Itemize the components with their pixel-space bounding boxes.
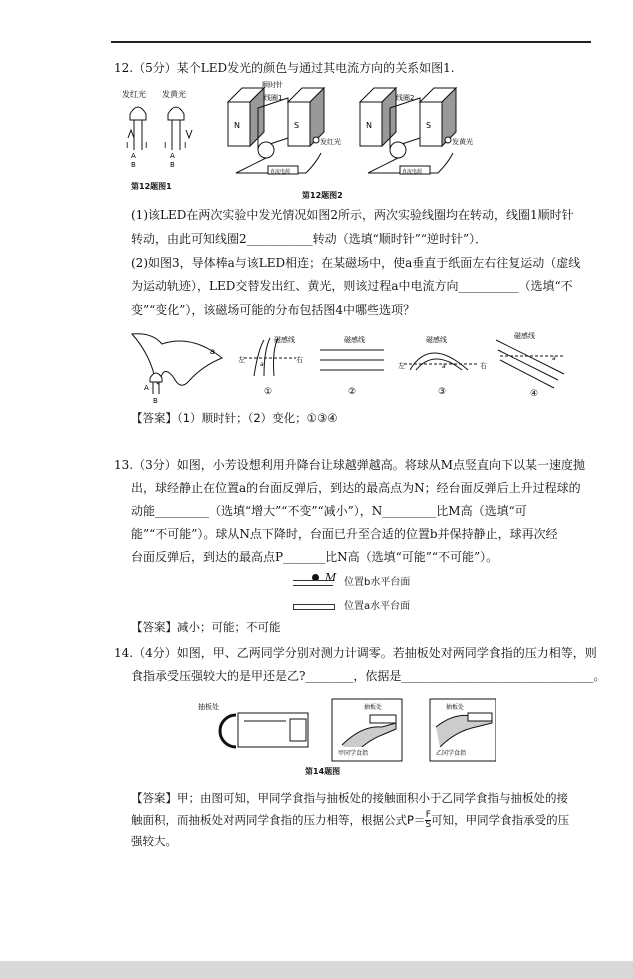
- label-terminal-a: A: [131, 152, 136, 160]
- label-pull-plate: 抽板处: [364, 704, 383, 711]
- label-current: I: [184, 141, 187, 150]
- platform-b: [293, 580, 333, 586]
- answer-text: 可知，甲同学食指承受的压: [431, 813, 570, 827]
- led-yellow-icon: [168, 107, 187, 150]
- platform-a-label: 位置a水平台面: [344, 601, 411, 612]
- q13-line1: 13.（3分）如图，小芳设想利用升降台让球越弹越高。将球从M点竖直向下以某一速度抛: [114, 458, 586, 472]
- led-icon: [150, 373, 162, 394]
- q12-figure3: [128, 328, 228, 404]
- q12-figure4: [238, 330, 568, 400]
- label-pull-plate: 抽板处: [446, 704, 465, 711]
- q12-figure2: [208, 78, 486, 188]
- label-red-light: 发红光: [320, 138, 341, 146]
- label-terminal-b: B: [153, 397, 158, 404]
- top-rule: [111, 41, 591, 43]
- label-field-lines: 磁感线: [514, 332, 535, 340]
- q12-header: 12.（5分）某个LED发光的颜色与通过其电流方向的关系如图1.: [114, 61, 455, 75]
- label-coil-1: 线圈1: [264, 94, 283, 102]
- q14-answer-line1: 【答案】甲；由图可知，甲同学食指与抽板处的接触面积小于乙同学食指与抽板处的接: [131, 791, 568, 805]
- q14-fig-caption: 第14题图: [305, 767, 341, 776]
- q13-line5: 台面反弹后，到达的最高点P_______比N高（选填“可能”“不可能”）。: [131, 550, 499, 564]
- label-student-b-finger: 乙同学食指: [436, 750, 467, 757]
- label-dc-source: 直流电源: [402, 169, 423, 175]
- option-3-label: ③: [438, 387, 447, 397]
- label-right: 右: [296, 356, 303, 364]
- answer-text: 触面积，而抽板处对两同学食指的压力相等，根据公式P＝: [131, 813, 426, 827]
- led-red-icon: [130, 107, 146, 150]
- label-field-lines: 磁感线: [426, 336, 447, 344]
- label-coil-2: 线圈2: [396, 94, 415, 102]
- label-right: 右: [480, 362, 487, 370]
- formula-denominator: S: [425, 820, 432, 830]
- label-clockwise: 顺时针: [262, 81, 283, 89]
- label-terminal-a: A: [170, 152, 175, 160]
- label-rod-a: a: [552, 355, 556, 362]
- label-yellow-light: 发黄光: [162, 90, 186, 99]
- q12-figure1: [120, 88, 200, 168]
- label-red-light: 发红光: [122, 90, 146, 99]
- label-left: 左: [238, 356, 245, 364]
- label-dc-source: 直流电源: [270, 169, 291, 175]
- label-rod-a: a: [210, 347, 215, 356]
- label-pull-plate: 抽板处: [198, 703, 219, 711]
- q13-line4: 能”“不可能”）。球从N点下降时，台面已升至合适的位置b并保持静止，球再次经: [131, 527, 558, 541]
- label-current: I: [164, 141, 167, 150]
- q12-part2-line3: 变”“变化”），该磁场可能的分布包括图4中哪些选项？: [131, 303, 416, 317]
- label-current: I: [126, 141, 129, 150]
- label-student-a-finger: 甲同学食指: [338, 750, 369, 757]
- label-terminal-b: B: [131, 161, 136, 168]
- label-yellow-light: 发黄光: [452, 138, 473, 146]
- q14-line1: 14.（4分）如图，甲、乙两同学分别对测力计调零。若抽板处对两同学食指的压力相等，则: [114, 646, 597, 660]
- field-option-4: [496, 340, 564, 388]
- conductor-loop: [132, 334, 222, 385]
- option-1-label: ①: [264, 387, 273, 397]
- q14-figure: [196, 697, 496, 763]
- label-left: 左: [398, 362, 405, 370]
- platform-a: [293, 604, 335, 610]
- q12-fig2-caption: 第12题图2: [302, 191, 343, 200]
- q12-part2-line1: (2)如图3，导体棒a与该LED相连；在某磁场中，使a垂直于纸面左右往复运动（虚线: [131, 256, 581, 270]
- option-2-label: ②: [348, 387, 357, 397]
- q12-part2-line2: 为运动轨迹），LED交替发出红、黄光，则该过程a中电流方向__________（选填“不: [131, 279, 573, 293]
- field-option-2: [320, 350, 384, 370]
- label-terminal-a: A: [144, 384, 149, 392]
- q12-part1-line1: (1)该LED在两次实验中发光情况如图2所示，两次实验线圈均在转动，线圈1顺时针: [131, 208, 574, 222]
- label-north-pole: N: [234, 121, 240, 130]
- option-4-label: ④: [530, 389, 539, 399]
- label-field-lines: 磁感线: [344, 336, 365, 344]
- q12-fig1-caption: 第12题图1: [131, 182, 172, 191]
- label-field-lines: 磁感线: [274, 336, 295, 344]
- q12-answer: 【答案】（1）顺时针；（2）变化；①③④: [131, 411, 338, 425]
- platform-b-label: 位置b水平台面: [344, 577, 411, 588]
- label-north-pole: N: [366, 121, 372, 130]
- label-current: I: [145, 141, 148, 150]
- spring-scale-diagram: [220, 713, 308, 747]
- q13-answer: 【答案】减小；可能；不可能: [131, 620, 281, 634]
- q13-line3: 动能_________（选填“增大”“不变”“减小”），N_________比M高（选填“可: [131, 504, 527, 518]
- point-m-label: M: [325, 571, 337, 584]
- label-terminal-b: B: [170, 161, 175, 168]
- formula-numerator: F: [425, 810, 431, 820]
- label-south-pole: S: [294, 121, 300, 130]
- label-rod-a: a: [442, 363, 446, 370]
- label-south-pole: S: [426, 121, 432, 130]
- bottom-bar: [0, 961, 633, 979]
- q14-answer-line3: 强较大。: [131, 834, 177, 848]
- q14-answer-line2: [131, 811, 569, 830]
- q14-line2: 食指承受压强较大的是甲还是乙?________，依据是________________________________。: [131, 669, 606, 683]
- field-option-3: [404, 353, 478, 370]
- q12-part1-line2: 转动，由此可知线圈2___________转动（选填“顺时针”“逆时针”）．: [131, 232, 488, 246]
- label-rod-a: a: [260, 361, 264, 368]
- q13-line2: 出，球经静止在位置a的台面反弹后，到达的最高点为N；经台面反弹后上升过程球的: [131, 481, 581, 495]
